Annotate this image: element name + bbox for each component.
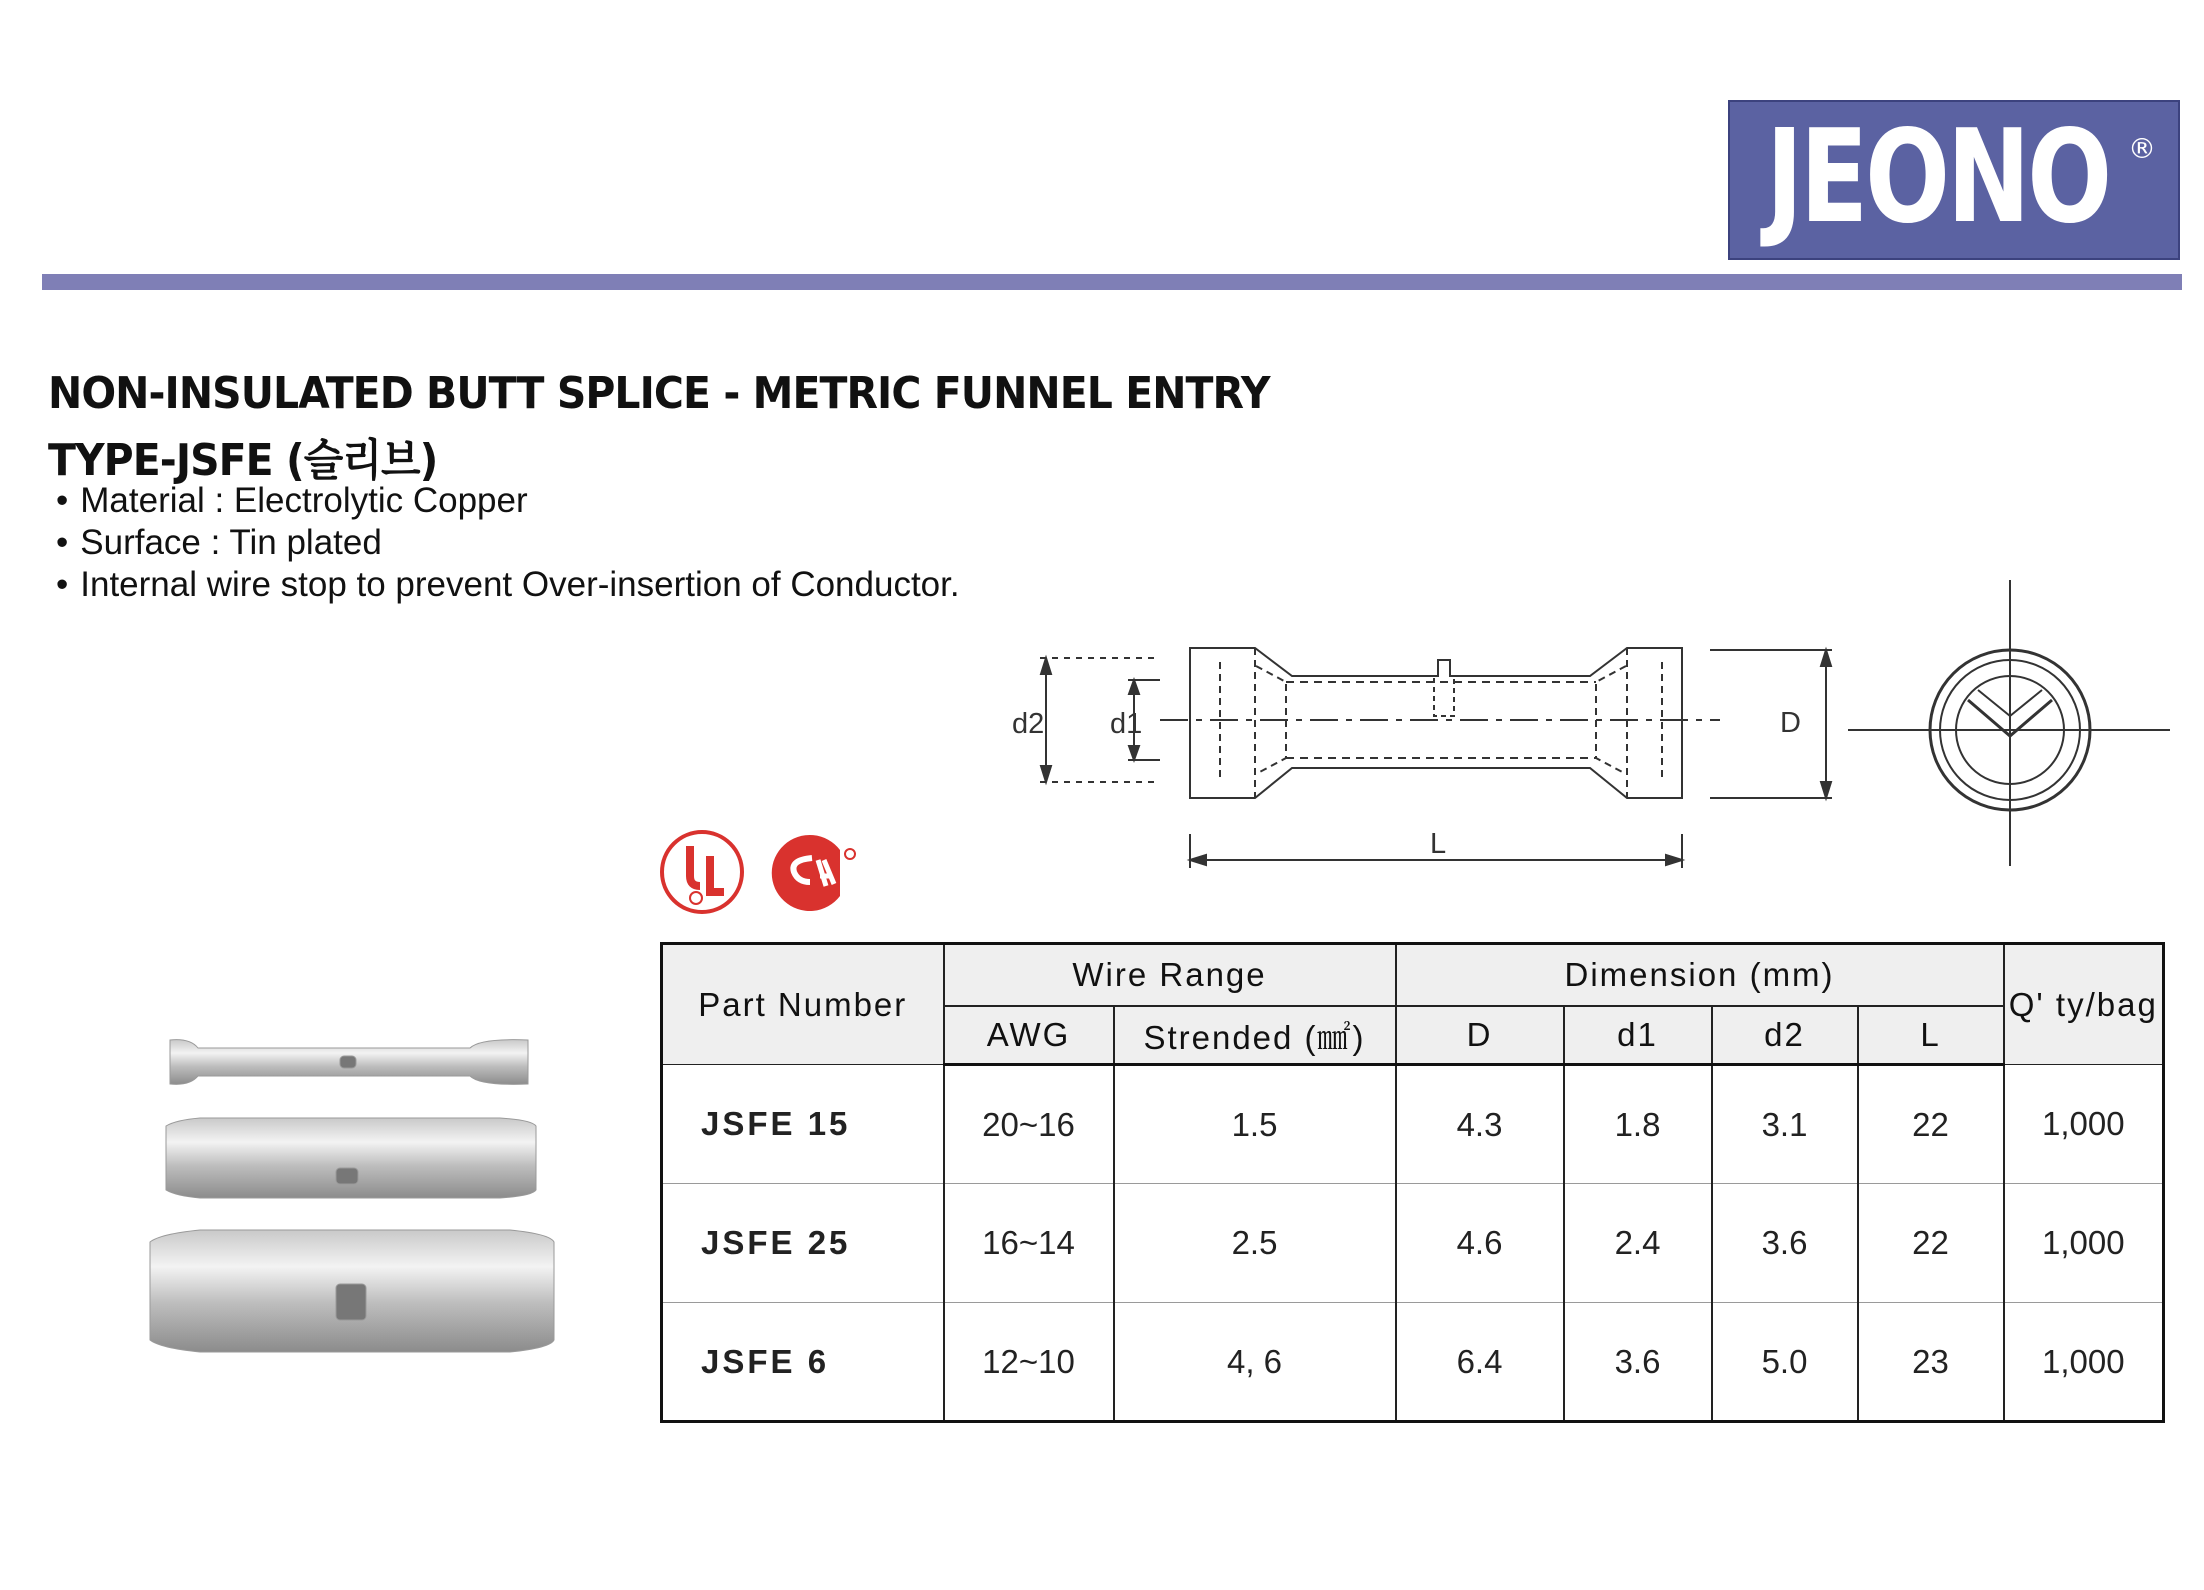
- cell-L: 23: [1858, 1303, 2004, 1422]
- D-label: D: [1780, 707, 1801, 739]
- feature-surface: • Surface : Tin plated: [56, 522, 960, 564]
- header-dimension: Dimension (mm): [1396, 944, 2004, 1007]
- header-wire-range: Wire Range: [944, 944, 1396, 1007]
- header-rule: [42, 274, 2182, 290]
- header-qty: Q' ty/bag: [2004, 944, 2164, 1065]
- cell-L: 22: [1858, 1184, 2004, 1303]
- ul-certification-icon: [662, 832, 742, 912]
- cell-D: 4.6: [1396, 1184, 1564, 1303]
- spec-table: [660, 942, 2165, 1423]
- cell-L: 22: [1858, 1065, 2004, 1184]
- d2-label: d2: [1012, 708, 1045, 740]
- L-label: L: [1430, 828, 1447, 860]
- cell-d1: 1.8: [1564, 1065, 1712, 1184]
- csa-certification-icon: [772, 835, 855, 911]
- cell-d2: 3.6: [1712, 1184, 1858, 1303]
- cell-D: 4.3: [1396, 1065, 1564, 1184]
- page-subtitle: TYPE-JSFE (슬리브): [48, 435, 438, 486]
- cell-strended: 4, 6: [1114, 1303, 1396, 1422]
- feature-wire-stop: • Internal wire stop to prevent Over-insertion of Conductor.: [56, 564, 960, 606]
- product-photo: [140, 1030, 560, 1360]
- cell-d1: 3.6: [1564, 1303, 1712, 1422]
- cell-qty: 1,000: [2004, 1065, 2164, 1184]
- header-D: D: [1396, 1006, 1564, 1065]
- page-title: NON-INSULATED BUTT SPLICE - METRIC FUNNEL ENTRY: [48, 368, 1270, 419]
- table-row: [662, 1184, 2164, 1303]
- cell-d2: 3.1: [1712, 1065, 1858, 1184]
- brand-name: JEONO: [1766, 103, 2110, 252]
- cell-strended: 1.5: [1114, 1065, 1396, 1184]
- brand-logo: [1728, 100, 2180, 260]
- cell-awg: 20~16: [944, 1065, 1114, 1184]
- cell-d1: 2.4: [1564, 1184, 1712, 1303]
- cell-part: JSFE 6: [662, 1303, 944, 1422]
- certification-marks: [660, 826, 860, 922]
- d1-label: d1: [1110, 708, 1143, 740]
- cell-part: JSFE 25: [662, 1184, 944, 1303]
- header-L: L: [1858, 1006, 2004, 1065]
- technical-drawing: [1010, 570, 2180, 870]
- header-awg: AWG: [944, 1006, 1114, 1065]
- feature-material: • Material : Electrolytic Copper: [56, 480, 960, 522]
- cell-awg: 12~10: [944, 1303, 1114, 1422]
- cell-qty: 1,000: [2004, 1303, 2164, 1422]
- cell-D: 6.4: [1396, 1303, 1564, 1422]
- cell-awg: 16~14: [944, 1184, 1114, 1303]
- header-strended: Strended (㎟): [1114, 1006, 1396, 1065]
- table-row: [662, 1303, 2164, 1422]
- cell-qty: 1,000: [2004, 1184, 2164, 1303]
- feature-list: [56, 480, 960, 606]
- registered-mark: ®: [2128, 132, 2156, 165]
- cell-d2: 5.0: [1712, 1303, 1858, 1422]
- table-row: [662, 1065, 2164, 1184]
- cell-strended: 2.5: [1114, 1184, 1396, 1303]
- header-d1: d1: [1564, 1006, 1712, 1065]
- cell-part: JSFE 15: [662, 1065, 944, 1184]
- header-d2: d2: [1712, 1006, 1858, 1065]
- header-part-number: Part Number: [662, 944, 944, 1065]
